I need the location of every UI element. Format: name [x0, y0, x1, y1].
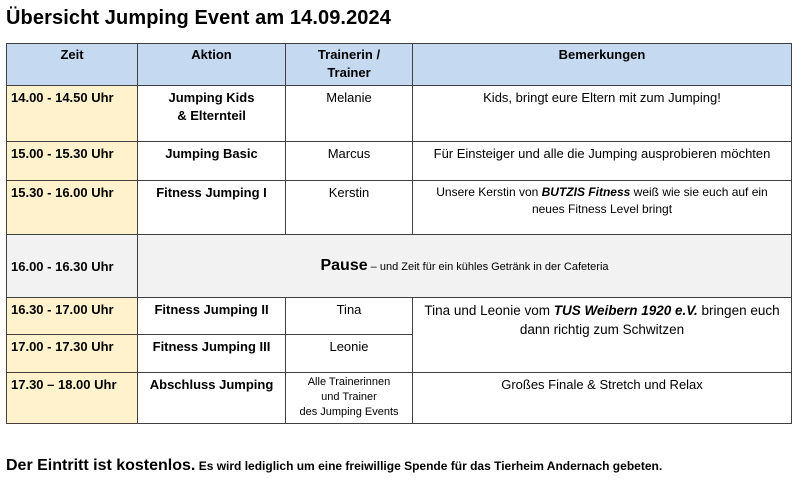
trainer-cell: Kerstin — [286, 181, 413, 235]
note-cell: Großes Finale & Stretch und Relax — [413, 373, 792, 424]
trainer-cell: Marcus — [286, 142, 413, 181]
pause-description: – und Zeit für ein kühles Getränk in der Cafeteria — [367, 261, 609, 273]
trainer-cell — [286, 373, 413, 424]
table-header-row — [7, 44, 792, 86]
action-cell — [138, 86, 286, 142]
header-zeit: Zeit — [7, 44, 138, 86]
footer-detail: Es wird lediglich um eine freiwillige Spende für das Tierheim Andernach gebeten. — [195, 459, 663, 473]
action-line: Jumping Kids — [168, 90, 255, 105]
schedule-table — [6, 43, 792, 424]
footer-note — [6, 457, 662, 475]
time-cell: 15.30 - 16.00 Uhr — [7, 181, 138, 235]
note-text: dann richtig zum Schwitzen — [519, 322, 685, 337]
header-bemerkungen: Bemerkungen — [413, 44, 792, 86]
note-cell — [413, 181, 792, 235]
merged-note-cell — [413, 298, 792, 373]
note-text: neues Fitness Level bringt — [531, 202, 673, 216]
pause-cell — [138, 235, 792, 298]
time-cell: 15.00 - 15.30 Uhr — [7, 142, 138, 181]
table-row — [7, 142, 792, 181]
time-cell: 16.30 - 17.00 Uhr — [7, 298, 138, 335]
action-cell: Fitness Jumping I — [138, 181, 286, 235]
header-trainer-line2: Trainer — [327, 65, 371, 80]
table-row — [7, 86, 792, 142]
note-text: weiß wie sie euch auf ein — [630, 185, 768, 199]
page-title: Übersicht Jumping Event am 14.09.2024 — [6, 7, 391, 29]
action-line: & Elternteil — [177, 108, 246, 123]
time-cell: 14.00 - 14.50 Uhr — [7, 86, 138, 142]
action-cell: Fitness Jumping III — [138, 335, 286, 373]
trainer-cell: Tina — [286, 298, 413, 335]
trainer-line: des Jumping Events — [299, 406, 399, 418]
action-cell: Abschluss Jumping — [138, 373, 286, 424]
trainer-cell: Melanie — [286, 86, 413, 142]
time-cell: 17.30 – 18.00 Uhr — [7, 373, 138, 424]
header-aktion: Aktion — [138, 44, 286, 86]
note-highlight: BUTZIS Fitness — [541, 185, 631, 199]
footer-headline: Der Eintritt ist kostenlos. — [6, 457, 196, 474]
trainer-cell: Leonie — [286, 335, 413, 373]
note-text: Tina und Leonie vom — [424, 303, 554, 318]
trainer-line: und Trainer — [321, 391, 377, 403]
action-cell: Fitness Jumping II — [138, 298, 286, 335]
note-highlight: TUS Weibern 1920 e.V. — [553, 303, 698, 318]
time-cell: 17.00 - 17.30 Uhr — [7, 335, 138, 373]
table-row — [7, 181, 792, 235]
time-cell: 16.00 - 16.30 Uhr — [7, 235, 138, 298]
note-cell: Kids, bringt eure Eltern mit zum Jumping! — [413, 86, 792, 142]
table-row — [7, 298, 792, 335]
note-text: bringen euch — [697, 303, 780, 318]
trainer-line: Alle Trainerinnen — [307, 376, 391, 388]
action-cell: Jumping Basic — [138, 142, 286, 181]
header-trainer — [286, 44, 413, 86]
note-cell: Für Einsteiger und alle die Jumping ausprobieren möchten — [413, 142, 792, 181]
pause-row — [7, 235, 792, 298]
note-text: Unsere Kerstin von — [436, 185, 542, 199]
header-trainer-line1: Trainerin / — [317, 47, 381, 62]
table-row — [7, 373, 792, 424]
pause-label: Pause — [320, 257, 368, 274]
